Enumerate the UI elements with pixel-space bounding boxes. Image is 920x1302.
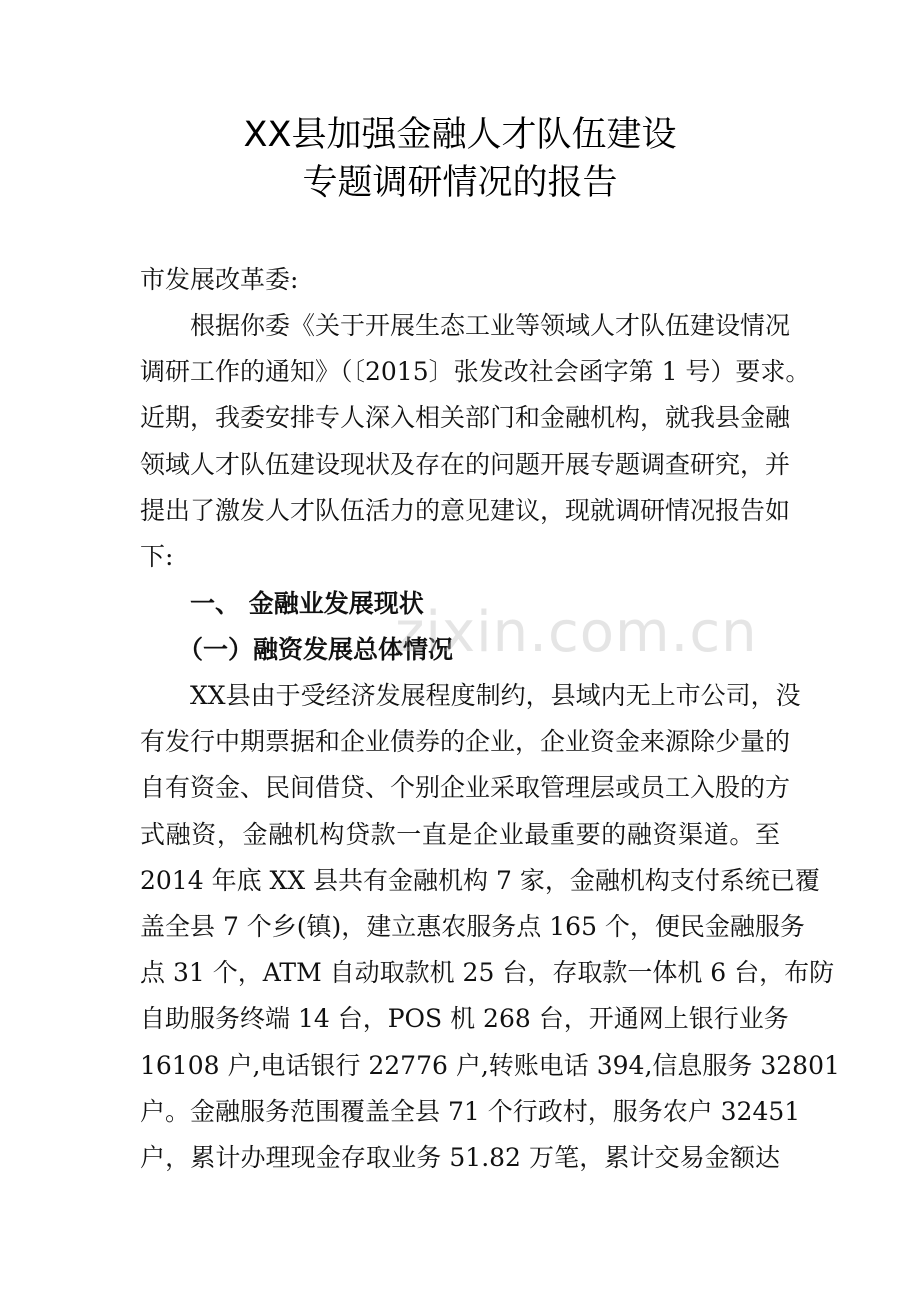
text-line: 调研工作的通知》（〔2015〕张发改社会函字第 1 号）要求。 xyxy=(140,357,811,387)
document-title-line-2: 专题调研情况的报告 xyxy=(302,163,618,203)
section-heading: 一、 金融业发展现状 xyxy=(190,589,424,618)
document-title-line-1: XX县加强金融人才队伍建设 xyxy=(243,115,677,155)
text-line: 盖全县 7 个乡(镇)，建立惠农服务点 165 个，便民金融服务 xyxy=(140,912,805,941)
text-line: 根据你委《关于开展生态工业等领域人才队伍建设情况 xyxy=(190,311,791,340)
watermark: zixin.com.cn xyxy=(395,600,758,665)
text-line: 2014 年底 XX 县共有金融机构 7 家，金融机构支付系统已覆 xyxy=(140,865,820,895)
text-line: 下: xyxy=(140,542,174,571)
text-line: 户，累计办理现金存取业务 51.82 万笔，累计交易金额达 xyxy=(140,1143,780,1172)
text-line: XX县由于受经济发展程度制约，县域内无上市公司，没 xyxy=(190,681,801,710)
text-line: 有发行中期票据和企业债券的企业，企业资金来源除少量的 xyxy=(140,727,791,757)
text-line: 点 31 个，ATM 自动取款机 25 台，存取款一体机 6 台，布防 xyxy=(140,958,835,988)
text-line: 16108 户,电话银行 22776 户,转账电话 394,信息服务 32801 xyxy=(140,1050,840,1080)
text-line: 提出了激发人才队伍活力的意见建议，现就调研情况报告如 xyxy=(140,495,791,525)
text-line: 近期，我委安排专人深入相关部门和金融机构，就我县金融 xyxy=(140,403,791,433)
salutation: 市发展改革委: xyxy=(140,265,299,294)
text-line: 式融资，金融机构贷款一直是企业最重要的融资渠道。至 xyxy=(140,819,780,849)
text-line: 自助服务终端 14 台，POS 机 268 台，开通网上银行业务 xyxy=(140,1004,789,1034)
text-line: 自有资金、民间借贷、个别企业采取管理层或员工入股的方 xyxy=(140,773,791,803)
text-line: 户。金融服务范围覆盖全县 71 个行政村，服务农户 32451 xyxy=(140,1096,801,1126)
text-line: 领域人才队伍建设现状及存在的问题开展专题调查研究，并 xyxy=(140,449,791,479)
subsection-heading: （一）融资发展总体情况 xyxy=(178,635,454,664)
